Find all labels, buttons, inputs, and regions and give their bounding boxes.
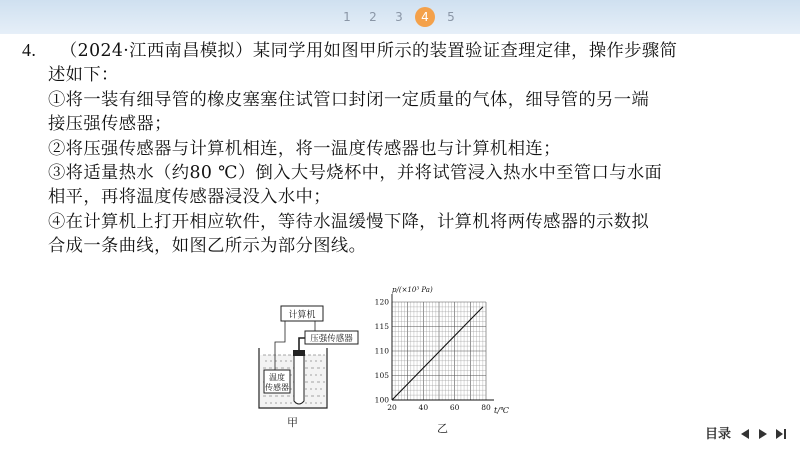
page-pager [334,7,464,27]
temp-sensor-label-2: 传感器 [265,383,289,392]
page-button-3[interactable]: 3 [395,10,403,24]
page-button-5[interactable]: 5 [447,10,455,24]
top-bar [0,0,800,34]
rubber-stopper [293,350,305,356]
next-arrow-icon[interactable] [756,426,770,440]
apparatus-diagram [255,298,365,416]
prev-arrow-icon[interactable] [738,426,752,440]
chart-x-label: t/℃ [494,406,509,415]
step-3a: ③将适量热水（约80 ℃）倒入大号烧杯中，并将试管浸入热水中至管口与水面 [48,163,663,184]
y-tick-label: 110 [374,346,389,356]
chart-y-label: p/(×10³ Pa) [392,286,433,294]
page-button-2[interactable]: 2 [369,10,377,24]
step-4a: ④在计算机上打开相应软件，等待水温缓慢下降，计算机将两传感器的示数拟 [48,211,650,232]
wire-left [281,321,285,342]
data-line [392,307,483,400]
pressure-sensor-label: 压强传感器 [310,334,353,344]
y-tick-label: 115 [374,322,389,331]
figure-a-caption: 甲 [287,416,298,429]
y-tick-label: 100 [374,395,389,405]
y-tick-label: 105 [374,371,389,380]
x-tick-label: 60 [449,403,460,412]
question-intro: （2024·江西南昌模拟）某同学用如图甲所示的装置验证查理定律，操作步骤简 [60,41,678,61]
chart-series [392,307,483,400]
x-tick-label: 80 [481,403,491,412]
page-button-4-current[interactable]: 4 [415,7,435,27]
test-tube [294,356,304,404]
computer-label: 计算机 [288,310,316,321]
temp-sensor-label-1: 温度 [269,373,285,382]
x-tick-label: 40 [418,403,429,412]
x-tick-label: 20 [387,403,397,412]
navigation-bar [705,423,788,442]
question-number: 4. [22,40,37,60]
step-1a: ①将一装有细导管的橡皮塞塞住试管口封闭一定质量的气体，细导管的另一端 [48,89,650,110]
page-button-1[interactable]: 1 [343,10,351,24]
step-2: ②将压强传感器与计算机相连，将一温度传感器也与计算机相连； [48,138,561,159]
last-page-icon[interactable] [774,426,788,440]
question-line-2: 述如下： [48,65,119,86]
question-text [22,38,790,259]
toc-link[interactable]: 目录 [704,427,731,442]
pressure-temperature-chart [364,284,524,420]
connecting-tube [299,338,305,350]
step-3b: 相平，再将温度传感器浸没入水中； [48,187,331,208]
y-tick-label: 120 [374,297,389,307]
question-line-1 [22,38,790,63]
step-1b: 接压强传感器； [48,114,172,135]
figure-b-caption: 乙 [437,422,448,435]
step-4b: 合成一条曲线，如图乙所示为部分图线。 [48,236,367,257]
